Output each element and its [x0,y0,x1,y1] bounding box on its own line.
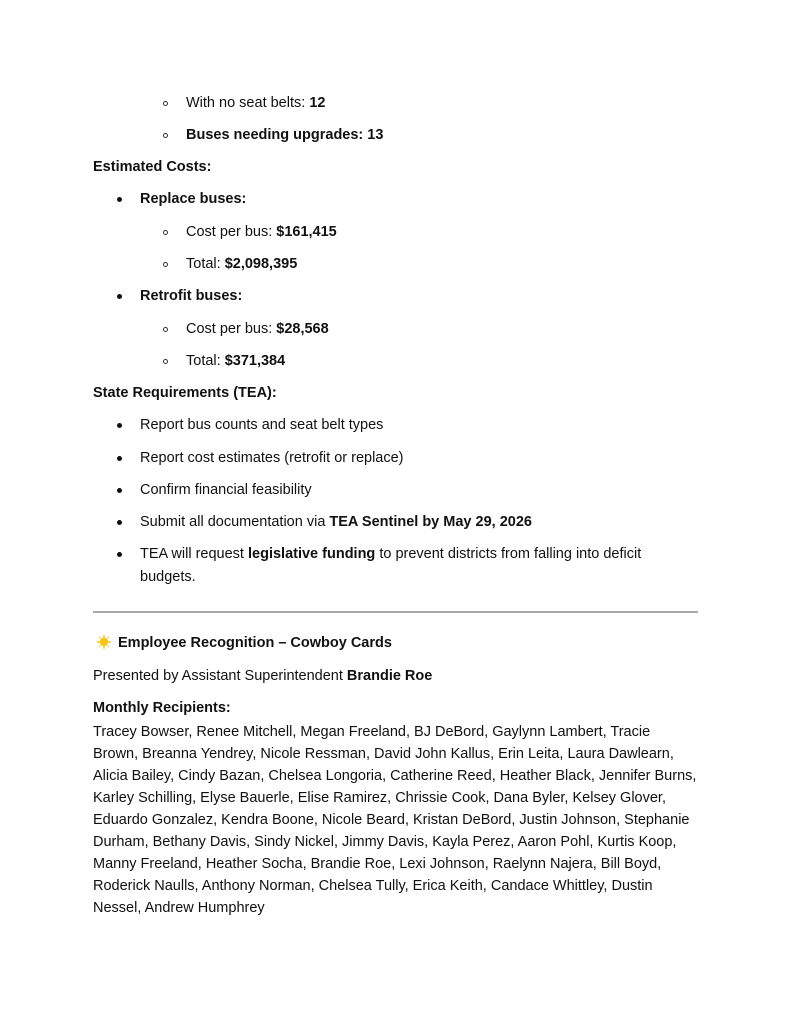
funding-prefix: TEA will request [140,546,248,562]
recipients-list: Tracey Bowser, Renee Mitchell, Megan Freeland, BJ DeBord, Gaylynn Lambert, Tracie Brown, Breanna Yendrey, Nicole Ressman, David John Kallus, Erin Leita, Laura Dawlearn, Alicia Bailey, Cindy Bazan, Chelsea Longoria, Catherine Reed, Heather Black, Jennifer Burns, Karley Schilling, Elyse Bauerle, Elise Ramirez, Chrissie Cook, Dana Byler, Kelsey Glover, Eduardo Gonzalez, Kendra Boone, Nicole Beard, Kristan DeBord, Justin Johnson, Stephanie Durham, Bethany Davis, Sindy Nickel, Jimmy Davis, Kayla Perez, Aaron Pohl, Kurtis Koop, Manny Freeland, Heather Socha, Brandie Roe, Lexi Johnson, Raelynn Najera, Bill Boyd, Roderick Naulls, Anthony Norman, Chelsea Tully, Erica Keith, Candace Whittley, Dustin Nessel, Andrew Humphrey [93,724,697,916]
bullet-icon [117,488,122,493]
retrofit-cost-per-bus-value: $28,568 [276,321,329,337]
sub-bullet-icon [163,230,168,235]
submit-deadline: TEA Sentinel by May 29, 2026 [329,514,532,530]
funding-suffix: to prevent districts from falling into deficit [375,546,642,562]
sub-bullet-icon [163,133,168,138]
sun-icon [96,634,112,650]
replace-total-value: $2,098,395 [224,256,298,272]
section-divider [93,611,698,613]
retrofit-total [186,352,285,370]
bullet-icon [117,552,122,557]
retrofit-total-value: $371,384 [224,353,286,369]
requirement-funding-line2: budgets. [140,569,196,585]
presented-prefix: Presented by Assistant Superintendent [93,668,347,684]
no-seat-belts-label: With no seat belts: [186,95,310,111]
requirement-item: Report bus counts and seat belt types [140,417,384,433]
retrofit-buses-label: Retrofit buses: [140,288,243,304]
requirement-item: Confirm financial feasibility [140,482,312,498]
replace-cost-per-bus-value: $161,415 [276,224,337,240]
replace-total [186,255,297,273]
requirement-item: Report cost estimates (retrofit or replace) [140,450,404,466]
retrofit-cost-per-bus-label: Cost per bus: [186,321,277,337]
replace-cost-per-bus [186,223,337,241]
needing-upgrades-item: Buses needing upgrades: 13 [186,127,384,143]
sub-bullet-icon [163,101,168,106]
sub-bullet-icon [163,327,168,332]
bullet-icon [117,294,122,299]
submit-prefix: Submit all documentation via [140,514,330,530]
presenter-name: Brandie Roe [346,668,433,684]
presented-by [93,667,432,685]
replace-buses-label: Replace buses: [140,191,247,207]
no-seat-belts-item [186,94,325,112]
bullet-icon [117,197,122,202]
requirement-submit-item [140,513,532,531]
requirement-funding-item [140,545,641,563]
bullet-icon [117,423,122,428]
recognition-heading: Employee Recognition – Cowboy Cards [118,635,392,651]
replace-cost-per-bus-label: Cost per bus: [186,224,277,240]
bullet-icon [117,520,122,525]
funding-bold: legislative funding [248,546,376,562]
bullet-icon [117,456,122,461]
estimated-costs-heading: Estimated Costs: [93,159,212,175]
recipients-heading: Monthly Recipients: [93,700,231,716]
replace-total-label: Total: [186,256,225,272]
retrofit-cost-per-bus [186,320,329,338]
no-seat-belts-value: 12 [309,95,326,111]
retrofit-total-label: Total: [186,353,225,369]
state-requirements-heading: State Requirements (TEA): [93,385,277,401]
sub-bullet-icon [163,262,168,267]
sub-bullet-icon [163,359,168,364]
